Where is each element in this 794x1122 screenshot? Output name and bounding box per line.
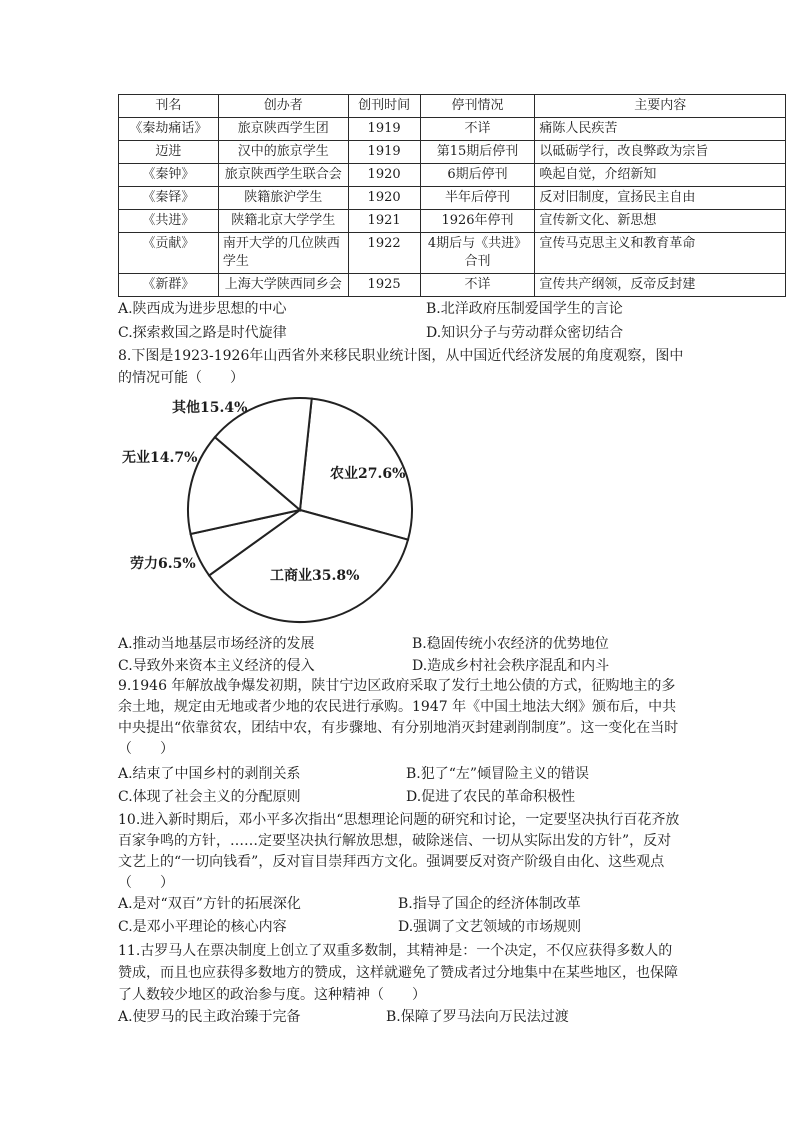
periodicals-table xyxy=(118,94,786,297)
q11-option-a: A.使罗马的民主政治臻于完备 xyxy=(118,1009,301,1025)
pie-label-1: 农业27.6% xyxy=(330,466,406,482)
table-cell: 旅京陕西学生团 xyxy=(218,118,348,141)
table-cell: 陕籍北京大学学生 xyxy=(218,210,348,233)
table-row xyxy=(119,118,786,141)
q8-option-d: D.造成乡村社会秩序混乱和内斗 xyxy=(412,658,610,674)
q7-option-c: C.探索救国之路是时代旋律 xyxy=(118,325,287,341)
table-cell: 旅京陕西学生联合会 xyxy=(218,164,348,187)
table-cell: 1919 xyxy=(348,118,420,141)
table-cell: 宣传共产纲领，反帝反封建 xyxy=(535,274,786,297)
q11-stem: 11.古罗马人在票决制度上创立了双重多数制，其精神是：一个决定，不仅应获得多数人的赞成，而且也应获得多数地方的赞成，这样就避免了赞成者过分地集中在某些地区，也保障了人数较少地区的政治参与度。这种精神（ ） xyxy=(118,943,678,1003)
table-row xyxy=(119,141,786,164)
table-cell: 第15期后停刊 xyxy=(420,141,535,164)
table-cell: 《秦钟》 xyxy=(119,164,219,187)
table-cell: 唤起自觉，介绍新知 xyxy=(535,164,786,187)
header-cell: 刊名 xyxy=(119,95,219,118)
table-cell: 《秦劫痛话》 xyxy=(119,118,219,141)
table-cell: 1922 xyxy=(348,233,420,274)
q11-option-b: B.保障了罗马法向万民法过渡 xyxy=(386,1009,569,1025)
header-cell: 创办者 xyxy=(218,95,348,118)
q8-option-b: B.稳固传统小农经济的优势地位 xyxy=(412,636,609,652)
table-cell: 1919 xyxy=(348,141,420,164)
table-cell: 1925 xyxy=(348,274,420,297)
header-cell: 创刊时间 xyxy=(348,95,420,118)
table-cell: 不详 xyxy=(420,118,535,141)
pie-label-5: 其他15.4% xyxy=(172,400,248,416)
table-cell: 1926年停刊 xyxy=(420,210,535,233)
header-cell: 停刊情况 xyxy=(420,95,535,118)
q8-stem-line-1: 8.下图是1923-1926年山西省外来移民职业统计图，从中国近代经济发展的角度观察，图中 xyxy=(118,348,684,364)
table-row xyxy=(119,164,786,187)
table-cell: 6期后停刊 xyxy=(420,164,535,187)
table-row xyxy=(119,210,786,233)
q10-option-a: A.是对“双百”方针的拓展深化 xyxy=(118,896,301,912)
pie-label-2: 工商业35.8% xyxy=(270,568,360,584)
table-header-row xyxy=(119,95,786,118)
q9-option-a: A.结束了中国乡村的剥削关系 xyxy=(118,766,301,782)
table-cell: 陕籍旅沪学生 xyxy=(218,187,348,210)
q10-stem: 10.进入新时期后，邓小平多次指出“思想理论问题的研究和讨论，一定要坚决执行百花齐放百家争鸣的方针，……定要坚决执行解放思想，破除迷信、一切从实际出发的方针”，反对文艺上的“一切向钱看”，反对盲目崇拜西方文化。强调要反对资产阶级自由化、这些观点（ ） xyxy=(118,812,680,891)
table-cell: 不详 xyxy=(420,274,535,297)
q10-option-d: D.强调了文艺领域的市场规则 xyxy=(398,919,582,935)
table-cell: 《秦铎》 xyxy=(119,187,219,210)
table-cell: 《新群》 xyxy=(119,274,219,297)
table-cell: 南开大学的几位陕西学生 xyxy=(218,233,348,274)
table-cell: 1921 xyxy=(348,210,420,233)
q9-option-b: B.犯了“左”倾冒险主义的错误 xyxy=(406,766,590,782)
table-cell: 1920 xyxy=(348,187,420,210)
occupation-pie-chart xyxy=(110,390,430,630)
q9-option-c: C.体现了社会主义的分配原则 xyxy=(118,789,301,805)
table-cell: 宣传马克思主义和教育革命 xyxy=(535,233,786,274)
table-row xyxy=(119,187,786,210)
table-cell: 4期后与《共进》合刊 xyxy=(420,233,535,274)
table-cell: 宣传新文化、新思想 xyxy=(535,210,786,233)
q10-option-b: B.指导了国企的经济体制改革 xyxy=(398,896,581,912)
table-cell: 《贡献》 xyxy=(119,233,219,274)
table-cell: 《共进》 xyxy=(119,210,219,233)
table-cell: 迈进 xyxy=(119,141,219,164)
table-cell: 半年后停刊 xyxy=(420,187,535,210)
q7-option-b: B.北洋政府压制爱国学生的言论 xyxy=(426,301,623,317)
table-row xyxy=(119,233,786,274)
table-cell: 1920 xyxy=(348,164,420,187)
q7-option-a: A.陕西成为进步思想的中心 xyxy=(118,301,287,317)
header-cell: 主要内容 xyxy=(535,95,786,118)
pie-label-4: 无业14.7% xyxy=(122,450,198,466)
q10-option-c: C.是邓小平理论的核心内容 xyxy=(118,919,287,935)
q9-option-d: D.促进了农民的革命积极性 xyxy=(406,789,576,805)
q8-stem-line-2: 的情况可能（ ） xyxy=(118,370,244,386)
table-cell: 汉中的旅京学生 xyxy=(218,141,348,164)
table-cell: 上海大学陕西同乡会 xyxy=(218,274,348,297)
table-row xyxy=(119,274,786,297)
q8-option-a: A.推动当地基层市场经济的发展 xyxy=(118,636,315,652)
pie-label-3: 劳力6.5% xyxy=(130,556,196,572)
q8-option-c: C.导致外来资本主义经济的侵入 xyxy=(118,658,315,674)
table-cell: 以砥砺学行，改良弊政为宗旨 xyxy=(535,141,786,164)
table-cell: 反对旧制度，宣扬民主自由 xyxy=(535,187,786,210)
q9-stem: 9.1946 年解放战争爆发初期，陕甘宁边区政府采取了发行土地公债的方式，征购地主的多余土地，规定由无地或者少地的农民进行承购。1947 年《中国土地法大纲》颁布后，中共中央提出“依靠贫农，团结中农，有步骤地、有分别地消灭封建剥削制度”。这一变化在当时（ ） xyxy=(118,678,679,757)
q7-option-d: D.知识分子与劳动群众密切结合 xyxy=(426,325,624,341)
table-cell: 痛陈人民疾苦 xyxy=(535,118,786,141)
